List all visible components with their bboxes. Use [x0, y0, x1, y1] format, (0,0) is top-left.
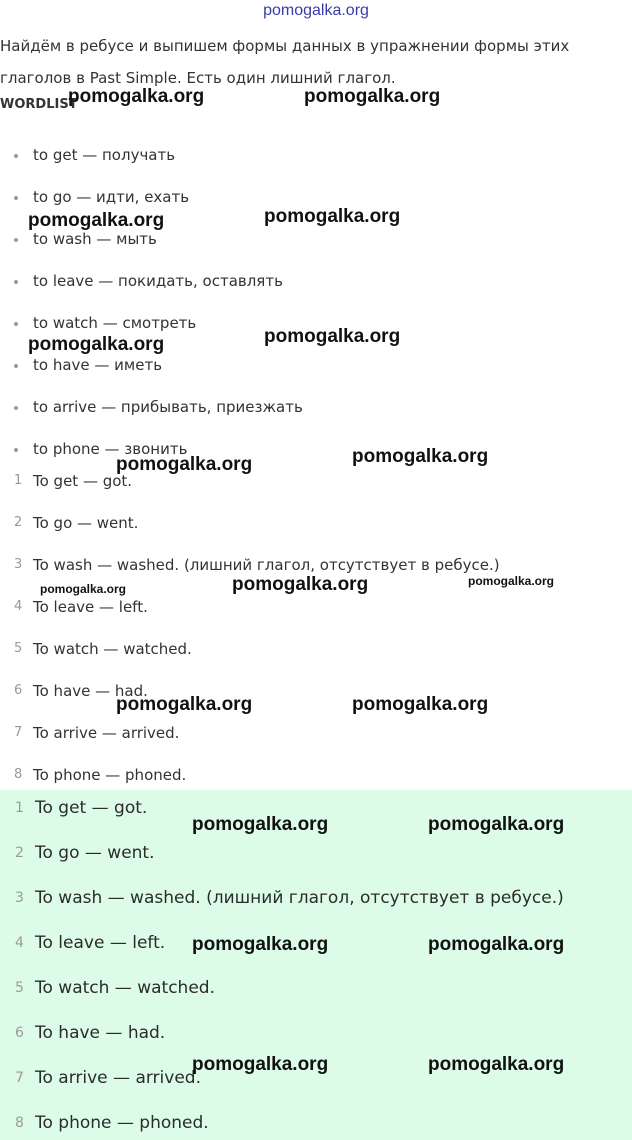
watermark: pomogalka.org	[28, 210, 165, 231]
intro-text: Найдём в ребусе и выпишем формы данных в упражнении формы этих глаголов в Past Simple. Есть один лишний глагол.	[0, 37, 570, 87]
watermark: pomogalka.org	[352, 694, 489, 715]
bullet-icon	[14, 154, 18, 158]
watermark: pomogalka.org	[428, 934, 565, 955]
watermark: pomogalka.org	[116, 694, 253, 715]
bullet-icon	[14, 448, 18, 452]
watermark: pomogalka.org	[428, 1054, 565, 1075]
bullet-icon	[14, 238, 18, 242]
watermark: pomogalka.org	[28, 334, 165, 355]
bullet-icon	[14, 280, 18, 284]
watermark: pomogalka.org	[68, 86, 205, 107]
watermark: pomogalka.org	[192, 934, 329, 955]
bullet-icon	[14, 406, 18, 410]
watermark: pomogalka.org	[352, 446, 489, 467]
bullet-icon	[14, 322, 18, 326]
watermark: pomogalka.org	[264, 326, 401, 347]
watermark: pomogalka.org	[304, 86, 441, 107]
watermark: pomogalka.org	[192, 1054, 329, 1075]
watermark: pomogalka.org	[264, 206, 401, 227]
bullet-icon	[14, 364, 18, 368]
watermark: pomogalka.org	[468, 574, 555, 588]
watermark: pomogalka.org	[192, 814, 329, 835]
watermark: pomogalka.org	[40, 582, 127, 596]
watermark: pomogalka.org	[116, 454, 253, 475]
site-header: pomogalka.org	[263, 2, 369, 19]
bullet-icon	[14, 196, 18, 200]
answer-box: 1 To get — got. 2 To go — went. 3 To wash — washed. (лишний глагол, отсутствует в ребусе.) 4 To leave — left. 5 To watch — watched. 6 To have — had. 7 To arrive — arrived. 8 To phone — phoned.	[0, 790, 632, 1140]
watermark: pomogalka.org	[232, 574, 369, 595]
wordlist-title: WORDLIST	[0, 97, 78, 112]
watermark: pomogalka.org	[428, 814, 565, 835]
